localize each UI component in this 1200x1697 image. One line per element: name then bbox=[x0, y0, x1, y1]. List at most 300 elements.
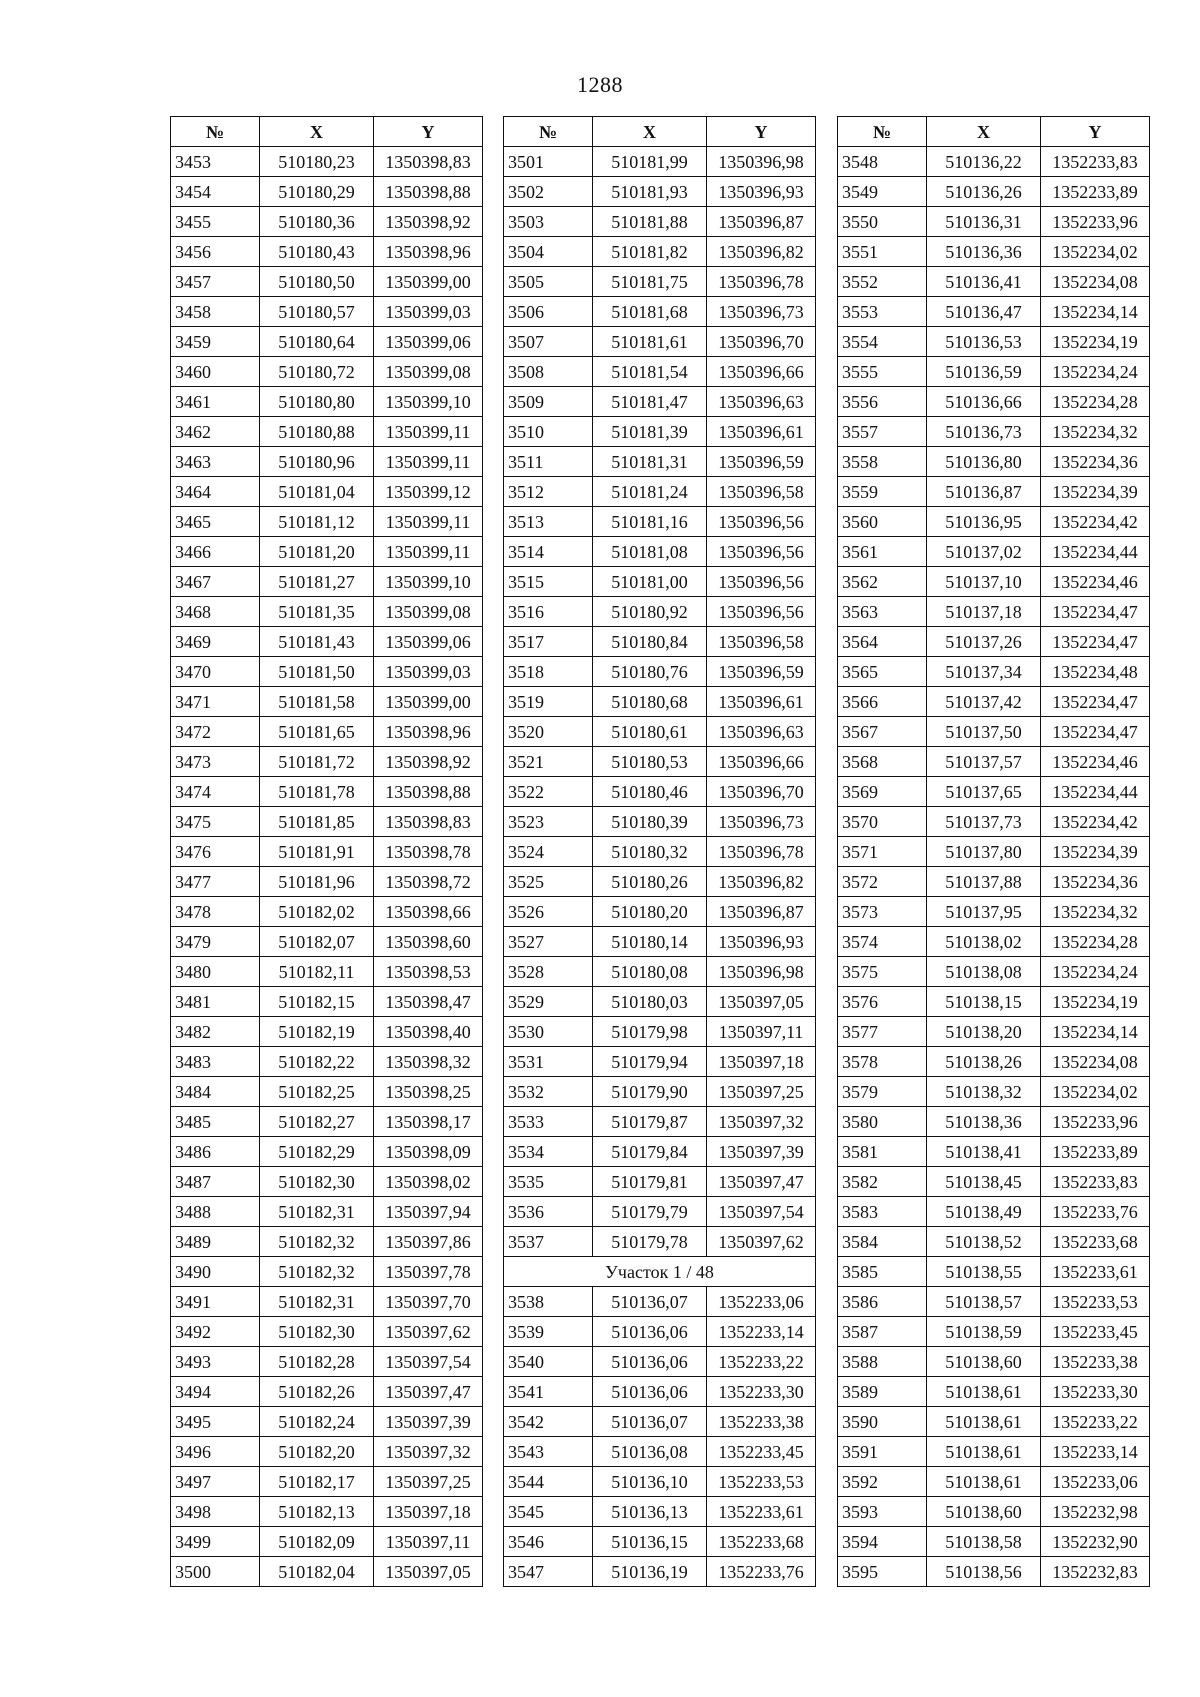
table-row bbox=[504, 837, 816, 867]
y-coordinate-cell: 1350398,32 bbox=[374, 1047, 483, 1077]
point-number-cell: 3507 bbox=[504, 327, 593, 357]
table-row bbox=[504, 627, 816, 657]
y-coordinate-cell: 1352232,98 bbox=[1041, 1497, 1150, 1527]
x-coordinate-cell: 510182,24 bbox=[260, 1407, 374, 1437]
x-coordinate-cell: 510181,61 bbox=[593, 327, 707, 357]
y-coordinate-cell: 1352234,42 bbox=[1041, 807, 1150, 837]
point-number-cell: 3546 bbox=[504, 1527, 593, 1557]
column-header-x: X bbox=[927, 117, 1041, 147]
table-row bbox=[504, 357, 816, 387]
table-row bbox=[838, 387, 1150, 417]
table-row bbox=[171, 1437, 483, 1467]
x-coordinate-cell: 510138,57 bbox=[927, 1287, 1041, 1317]
point-number-cell: 3559 bbox=[838, 477, 927, 507]
table-row bbox=[504, 477, 816, 507]
point-number-cell: 3542 bbox=[504, 1407, 593, 1437]
table-row bbox=[838, 237, 1150, 267]
y-coordinate-cell: 1350396,73 bbox=[707, 807, 816, 837]
point-number-cell: 3553 bbox=[838, 297, 927, 327]
point-number-cell: 3483 bbox=[171, 1047, 260, 1077]
y-coordinate-cell: 1350397,32 bbox=[707, 1107, 816, 1137]
y-coordinate-cell: 1352234,42 bbox=[1041, 507, 1150, 537]
y-coordinate-cell: 1350396,82 bbox=[707, 867, 816, 897]
x-coordinate-cell: 510180,32 bbox=[593, 837, 707, 867]
point-number-cell: 3575 bbox=[838, 957, 927, 987]
table-row bbox=[504, 807, 816, 837]
table-row bbox=[504, 507, 816, 537]
x-coordinate-cell: 510181,72 bbox=[260, 747, 374, 777]
y-coordinate-cell: 1352233,76 bbox=[1041, 1197, 1150, 1227]
x-coordinate-cell: 510137,02 bbox=[927, 537, 1041, 567]
point-number-cell: 3593 bbox=[838, 1497, 927, 1527]
point-number-cell: 3577 bbox=[838, 1017, 927, 1047]
y-coordinate-cell: 1350397,11 bbox=[374, 1527, 483, 1557]
x-coordinate-cell: 510136,31 bbox=[927, 207, 1041, 237]
x-coordinate-cell: 510138,20 bbox=[927, 1017, 1041, 1047]
table-row bbox=[171, 1467, 483, 1497]
point-number-cell: 3578 bbox=[838, 1047, 927, 1077]
x-coordinate-cell: 510136,36 bbox=[927, 237, 1041, 267]
point-number-cell: 3459 bbox=[171, 327, 260, 357]
x-coordinate-cell: 510180,96 bbox=[260, 447, 374, 477]
x-coordinate-cell: 510182,29 bbox=[260, 1137, 374, 1167]
point-number-cell: 3522 bbox=[504, 777, 593, 807]
y-coordinate-cell: 1350397,32 bbox=[374, 1437, 483, 1467]
point-number-cell: 3502 bbox=[504, 177, 593, 207]
point-number-cell: 3579 bbox=[838, 1077, 927, 1107]
y-coordinate-cell: 1352233,89 bbox=[1041, 177, 1150, 207]
table-row bbox=[838, 1137, 1150, 1167]
x-coordinate-cell: 510181,85 bbox=[260, 807, 374, 837]
point-number-cell: 3556 bbox=[838, 387, 927, 417]
y-coordinate-cell: 1352233,14 bbox=[1041, 1437, 1150, 1467]
point-number-cell: 3509 bbox=[504, 387, 593, 417]
x-coordinate-cell: 510138,49 bbox=[927, 1197, 1041, 1227]
table-row bbox=[838, 297, 1150, 327]
point-number-cell: 3586 bbox=[838, 1287, 927, 1317]
point-number-cell: 3495 bbox=[171, 1407, 260, 1437]
x-coordinate-cell: 510136,41 bbox=[927, 267, 1041, 297]
point-number-cell: 3566 bbox=[838, 687, 927, 717]
table-row bbox=[171, 1107, 483, 1137]
x-coordinate-cell: 510179,87 bbox=[593, 1107, 707, 1137]
x-coordinate-cell: 510182,32 bbox=[260, 1257, 374, 1287]
y-coordinate-cell: 1352233,68 bbox=[1041, 1227, 1150, 1257]
column-header-number: № bbox=[171, 117, 260, 147]
table-row bbox=[504, 267, 816, 297]
x-coordinate-cell: 510181,65 bbox=[260, 717, 374, 747]
point-number-cell: 3513 bbox=[504, 507, 593, 537]
x-coordinate-cell: 510182,31 bbox=[260, 1197, 374, 1227]
y-coordinate-cell: 1350398,02 bbox=[374, 1167, 483, 1197]
x-coordinate-cell: 510136,07 bbox=[593, 1407, 707, 1437]
y-coordinate-cell: 1350398,60 bbox=[374, 927, 483, 957]
y-coordinate-cell: 1352233,30 bbox=[1041, 1377, 1150, 1407]
x-coordinate-cell: 510182,32 bbox=[260, 1227, 374, 1257]
table-row bbox=[838, 1017, 1150, 1047]
x-coordinate-cell: 510181,58 bbox=[260, 687, 374, 717]
table-row bbox=[504, 417, 816, 447]
x-coordinate-cell: 510138,26 bbox=[927, 1047, 1041, 1077]
point-number-cell: 3462 bbox=[171, 417, 260, 447]
y-coordinate-cell: 1350396,82 bbox=[707, 237, 816, 267]
y-coordinate-cell: 1350398,92 bbox=[374, 747, 483, 777]
table-row bbox=[171, 447, 483, 477]
x-coordinate-cell: 510181,50 bbox=[260, 657, 374, 687]
x-coordinate-cell: 510181,39 bbox=[593, 417, 707, 447]
x-coordinate-cell: 510182,30 bbox=[260, 1317, 374, 1347]
y-coordinate-cell: 1350396,98 bbox=[707, 147, 816, 177]
point-number-cell: 3520 bbox=[504, 717, 593, 747]
point-number-cell: 3536 bbox=[504, 1197, 593, 1227]
y-coordinate-cell: 1350398,92 bbox=[374, 207, 483, 237]
x-coordinate-cell: 510181,91 bbox=[260, 837, 374, 867]
x-coordinate-cell: 510181,43 bbox=[260, 627, 374, 657]
point-number-cell: 3464 bbox=[171, 477, 260, 507]
table-row bbox=[838, 1437, 1150, 1467]
y-coordinate-cell: 1352234,39 bbox=[1041, 477, 1150, 507]
point-number-cell: 3510 bbox=[504, 417, 593, 447]
point-number-cell: 3528 bbox=[504, 957, 593, 987]
point-number-cell: 3484 bbox=[171, 1077, 260, 1107]
point-number-cell: 3587 bbox=[838, 1317, 927, 1347]
y-coordinate-cell: 1350396,93 bbox=[707, 177, 816, 207]
point-number-cell: 3571 bbox=[838, 837, 927, 867]
x-coordinate-cell: 510136,22 bbox=[927, 147, 1041, 177]
table-row bbox=[504, 327, 816, 357]
table-row bbox=[171, 1197, 483, 1227]
y-coordinate-cell: 1352234,02 bbox=[1041, 237, 1150, 267]
table-row bbox=[838, 1227, 1150, 1257]
x-coordinate-cell: 510181,96 bbox=[260, 867, 374, 897]
table-row bbox=[504, 747, 816, 777]
point-number-cell: 3581 bbox=[838, 1137, 927, 1167]
point-number-cell: 3512 bbox=[504, 477, 593, 507]
y-coordinate-cell: 1350397,18 bbox=[707, 1047, 816, 1077]
table-row bbox=[171, 477, 483, 507]
x-coordinate-cell: 510136,06 bbox=[593, 1377, 707, 1407]
y-coordinate-cell: 1350396,59 bbox=[707, 657, 816, 687]
table-row bbox=[171, 147, 483, 177]
y-coordinate-cell: 1350398,66 bbox=[374, 897, 483, 927]
y-coordinate-cell: 1352234,14 bbox=[1041, 297, 1150, 327]
x-coordinate-cell: 510180,92 bbox=[593, 597, 707, 627]
table-row bbox=[171, 1407, 483, 1437]
point-number-cell: 3531 bbox=[504, 1047, 593, 1077]
y-coordinate-cell: 1352233,96 bbox=[1041, 207, 1150, 237]
y-coordinate-cell: 1350398,96 bbox=[374, 237, 483, 267]
x-coordinate-cell: 510136,26 bbox=[927, 177, 1041, 207]
table-row bbox=[504, 1137, 816, 1167]
table-row bbox=[838, 1347, 1150, 1377]
y-coordinate-cell: 1350399,06 bbox=[374, 627, 483, 657]
y-coordinate-cell: 1350398,47 bbox=[374, 987, 483, 1017]
x-coordinate-cell: 510182,07 bbox=[260, 927, 374, 957]
point-number-cell: 3456 bbox=[171, 237, 260, 267]
table-row bbox=[171, 657, 483, 687]
point-number-cell: 3504 bbox=[504, 237, 593, 267]
point-number-cell: 3472 bbox=[171, 717, 260, 747]
table-row bbox=[838, 567, 1150, 597]
x-coordinate-cell: 510181,54 bbox=[593, 357, 707, 387]
point-number-cell: 3580 bbox=[838, 1107, 927, 1137]
table-row bbox=[171, 747, 483, 777]
point-number-cell: 3471 bbox=[171, 687, 260, 717]
point-number-cell: 3583 bbox=[838, 1197, 927, 1227]
point-number-cell: 3543 bbox=[504, 1437, 593, 1467]
table-row bbox=[838, 1257, 1150, 1287]
y-coordinate-cell: 1350396,56 bbox=[707, 537, 816, 567]
table-header-row bbox=[171, 117, 483, 147]
table-row bbox=[838, 207, 1150, 237]
x-coordinate-cell: 510182,28 bbox=[260, 1347, 374, 1377]
point-number-cell: 3563 bbox=[838, 597, 927, 627]
table-row bbox=[504, 1437, 816, 1467]
y-coordinate-cell: 1352234,24 bbox=[1041, 957, 1150, 987]
point-number-cell: 3590 bbox=[838, 1407, 927, 1437]
table-row bbox=[504, 1017, 816, 1047]
y-coordinate-cell: 1352233,06 bbox=[707, 1287, 816, 1317]
point-number-cell: 3461 bbox=[171, 387, 260, 417]
y-coordinate-cell: 1352233,83 bbox=[1041, 147, 1150, 177]
table-row bbox=[838, 1377, 1150, 1407]
x-coordinate-cell: 510180,53 bbox=[593, 747, 707, 777]
point-number-cell: 3545 bbox=[504, 1497, 593, 1527]
x-coordinate-cell: 510182,25 bbox=[260, 1077, 374, 1107]
table-row bbox=[171, 207, 483, 237]
y-coordinate-cell: 1352233,76 bbox=[707, 1557, 816, 1587]
point-number-cell: 3489 bbox=[171, 1227, 260, 1257]
point-number-cell: 3538 bbox=[504, 1287, 593, 1317]
x-coordinate-cell: 510136,06 bbox=[593, 1317, 707, 1347]
point-number-cell: 3482 bbox=[171, 1017, 260, 1047]
table-row bbox=[171, 1257, 483, 1287]
y-coordinate-cell: 1350397,11 bbox=[707, 1017, 816, 1047]
point-number-cell: 3564 bbox=[838, 627, 927, 657]
x-coordinate-cell: 510181,93 bbox=[593, 177, 707, 207]
x-coordinate-cell: 510136,59 bbox=[927, 357, 1041, 387]
y-coordinate-cell: 1350399,12 bbox=[374, 477, 483, 507]
y-coordinate-cell: 1350398,09 bbox=[374, 1137, 483, 1167]
y-coordinate-cell: 1350397,47 bbox=[707, 1167, 816, 1197]
y-coordinate-cell: 1352234,19 bbox=[1041, 987, 1150, 1017]
y-coordinate-cell: 1352234,44 bbox=[1041, 537, 1150, 567]
point-number-cell: 3490 bbox=[171, 1257, 260, 1287]
x-coordinate-cell: 510136,95 bbox=[927, 507, 1041, 537]
x-coordinate-cell: 510182,15 bbox=[260, 987, 374, 1017]
table-row bbox=[838, 717, 1150, 747]
table-row bbox=[171, 1527, 483, 1557]
x-coordinate-cell: 510138,61 bbox=[927, 1437, 1041, 1467]
point-number-cell: 3588 bbox=[838, 1347, 927, 1377]
table-row bbox=[504, 1497, 816, 1527]
point-number-cell: 3470 bbox=[171, 657, 260, 687]
table-row bbox=[838, 957, 1150, 987]
table-row bbox=[504, 597, 816, 627]
table-row bbox=[171, 777, 483, 807]
table-row bbox=[504, 867, 816, 897]
table-row bbox=[171, 867, 483, 897]
x-coordinate-cell: 510180,39 bbox=[593, 807, 707, 837]
table-row bbox=[838, 507, 1150, 537]
point-number-cell: 3527 bbox=[504, 927, 593, 957]
table-row bbox=[838, 447, 1150, 477]
point-number-cell: 3529 bbox=[504, 987, 593, 1017]
y-coordinate-cell: 1352234,36 bbox=[1041, 867, 1150, 897]
y-coordinate-cell: 1350396,63 bbox=[707, 387, 816, 417]
y-coordinate-cell: 1350397,86 bbox=[374, 1227, 483, 1257]
x-coordinate-cell: 510180,46 bbox=[593, 777, 707, 807]
table-row bbox=[504, 297, 816, 327]
x-coordinate-cell: 510180,76 bbox=[593, 657, 707, 687]
x-coordinate-cell: 510181,20 bbox=[260, 537, 374, 567]
x-coordinate-cell: 510180,88 bbox=[260, 417, 374, 447]
column-header-number: № bbox=[838, 117, 927, 147]
y-coordinate-cell: 1352233,96 bbox=[1041, 1107, 1150, 1137]
x-coordinate-cell: 510182,30 bbox=[260, 1167, 374, 1197]
point-number-cell: 3515 bbox=[504, 567, 593, 597]
table-row bbox=[171, 537, 483, 567]
y-coordinate-cell: 1350398,88 bbox=[374, 777, 483, 807]
x-coordinate-cell: 510138,08 bbox=[927, 957, 1041, 987]
table-row bbox=[171, 1167, 483, 1197]
point-number-cell: 3533 bbox=[504, 1107, 593, 1137]
point-number-cell: 3518 bbox=[504, 657, 593, 687]
y-coordinate-cell: 1350397,39 bbox=[707, 1137, 816, 1167]
point-number-cell: 3519 bbox=[504, 687, 593, 717]
point-number-cell: 3468 bbox=[171, 597, 260, 627]
table-row bbox=[838, 537, 1150, 567]
point-number-cell: 3576 bbox=[838, 987, 927, 1017]
table-row bbox=[838, 1557, 1150, 1587]
point-number-cell: 3521 bbox=[504, 747, 593, 777]
point-number-cell: 3570 bbox=[838, 807, 927, 837]
x-coordinate-cell: 510137,73 bbox=[927, 807, 1041, 837]
point-number-cell: 3500 bbox=[171, 1557, 260, 1587]
x-coordinate-cell: 510138,58 bbox=[927, 1527, 1041, 1557]
y-coordinate-cell: 1350397,78 bbox=[374, 1257, 483, 1287]
y-coordinate-cell: 1350397,05 bbox=[374, 1557, 483, 1587]
y-coordinate-cell: 1350396,61 bbox=[707, 687, 816, 717]
x-coordinate-cell: 510182,31 bbox=[260, 1287, 374, 1317]
y-coordinate-cell: 1350396,59 bbox=[707, 447, 816, 477]
table-row bbox=[838, 417, 1150, 447]
point-number-cell: 3524 bbox=[504, 837, 593, 867]
y-coordinate-cell: 1350396,70 bbox=[707, 327, 816, 357]
point-number-cell: 3525 bbox=[504, 867, 593, 897]
point-number-cell: 3548 bbox=[838, 147, 927, 177]
table-row bbox=[504, 387, 816, 417]
y-coordinate-cell: 1350399,08 bbox=[374, 357, 483, 387]
table-row bbox=[838, 1197, 1150, 1227]
point-number-cell: 3485 bbox=[171, 1107, 260, 1137]
y-coordinate-cell: 1352232,83 bbox=[1041, 1557, 1150, 1587]
table-row bbox=[504, 237, 816, 267]
y-coordinate-cell: 1352234,46 bbox=[1041, 747, 1150, 777]
point-number-cell: 3551 bbox=[838, 237, 927, 267]
x-coordinate-cell: 510181,75 bbox=[593, 267, 707, 297]
x-coordinate-cell: 510180,80 bbox=[260, 387, 374, 417]
point-number-cell: 3523 bbox=[504, 807, 593, 837]
table-row bbox=[838, 807, 1150, 837]
table-row bbox=[171, 957, 483, 987]
x-coordinate-cell: 510138,59 bbox=[927, 1317, 1041, 1347]
point-number-cell: 3492 bbox=[171, 1317, 260, 1347]
x-coordinate-cell: 510181,78 bbox=[260, 777, 374, 807]
y-coordinate-cell: 1350399,00 bbox=[374, 267, 483, 297]
x-coordinate-cell: 510182,09 bbox=[260, 1527, 374, 1557]
x-coordinate-cell: 510136,10 bbox=[593, 1467, 707, 1497]
y-coordinate-cell: 1350398,25 bbox=[374, 1077, 483, 1107]
table-row bbox=[504, 957, 816, 987]
table-row bbox=[838, 597, 1150, 627]
y-coordinate-cell: 1350399,11 bbox=[374, 447, 483, 477]
y-coordinate-cell: 1352233,38 bbox=[707, 1407, 816, 1437]
point-number-cell: 3494 bbox=[171, 1377, 260, 1407]
x-coordinate-cell: 510136,07 bbox=[593, 1287, 707, 1317]
x-coordinate-cell: 510137,10 bbox=[927, 567, 1041, 597]
table-row bbox=[504, 567, 816, 597]
point-number-cell: 3511 bbox=[504, 447, 593, 477]
table-row bbox=[838, 987, 1150, 1017]
y-coordinate-cell: 1350397,47 bbox=[374, 1377, 483, 1407]
y-coordinate-cell: 1350396,93 bbox=[707, 927, 816, 957]
x-coordinate-cell: 510181,00 bbox=[593, 567, 707, 597]
y-coordinate-cell: 1350399,00 bbox=[374, 687, 483, 717]
table-row bbox=[504, 1317, 816, 1347]
table-row bbox=[504, 1047, 816, 1077]
x-coordinate-cell: 510136,06 bbox=[593, 1347, 707, 1377]
table-row bbox=[504, 777, 816, 807]
table-row bbox=[838, 327, 1150, 357]
x-coordinate-cell: 510182,04 bbox=[260, 1557, 374, 1587]
table-row bbox=[504, 717, 816, 747]
point-number-cell: 3561 bbox=[838, 537, 927, 567]
x-coordinate-cell: 510180,36 bbox=[260, 207, 374, 237]
y-coordinate-cell: 1352233,53 bbox=[1041, 1287, 1150, 1317]
x-coordinate-cell: 510182,27 bbox=[260, 1107, 374, 1137]
x-coordinate-cell: 510182,02 bbox=[260, 897, 374, 927]
point-number-cell: 3537 bbox=[504, 1227, 593, 1257]
table-row bbox=[504, 1167, 816, 1197]
table-row bbox=[171, 507, 483, 537]
table-row bbox=[171, 1317, 483, 1347]
section-row bbox=[504, 1257, 816, 1287]
x-coordinate-cell: 510182,26 bbox=[260, 1377, 374, 1407]
x-coordinate-cell: 510181,24 bbox=[593, 477, 707, 507]
table-row bbox=[504, 147, 816, 177]
point-number-cell: 3558 bbox=[838, 447, 927, 477]
y-coordinate-cell: 1350397,39 bbox=[374, 1407, 483, 1437]
y-coordinate-cell: 1352234,47 bbox=[1041, 717, 1150, 747]
table-row bbox=[171, 1077, 483, 1107]
y-coordinate-cell: 1350397,18 bbox=[374, 1497, 483, 1527]
y-coordinate-cell: 1350399,06 bbox=[374, 327, 483, 357]
table-row bbox=[171, 687, 483, 717]
point-number-cell: 3526 bbox=[504, 897, 593, 927]
y-coordinate-cell: 1352232,90 bbox=[1041, 1527, 1150, 1557]
y-coordinate-cell: 1350399,03 bbox=[374, 657, 483, 687]
point-number-cell: 3503 bbox=[504, 207, 593, 237]
point-number-cell: 3585 bbox=[838, 1257, 927, 1287]
table-row bbox=[504, 927, 816, 957]
point-number-cell: 3493 bbox=[171, 1347, 260, 1377]
x-coordinate-cell: 510181,99 bbox=[593, 147, 707, 177]
y-coordinate-cell: 1352233,68 bbox=[707, 1527, 816, 1557]
point-number-cell: 3552 bbox=[838, 267, 927, 297]
x-coordinate-cell: 510136,15 bbox=[593, 1527, 707, 1557]
y-coordinate-cell: 1352234,36 bbox=[1041, 447, 1150, 477]
